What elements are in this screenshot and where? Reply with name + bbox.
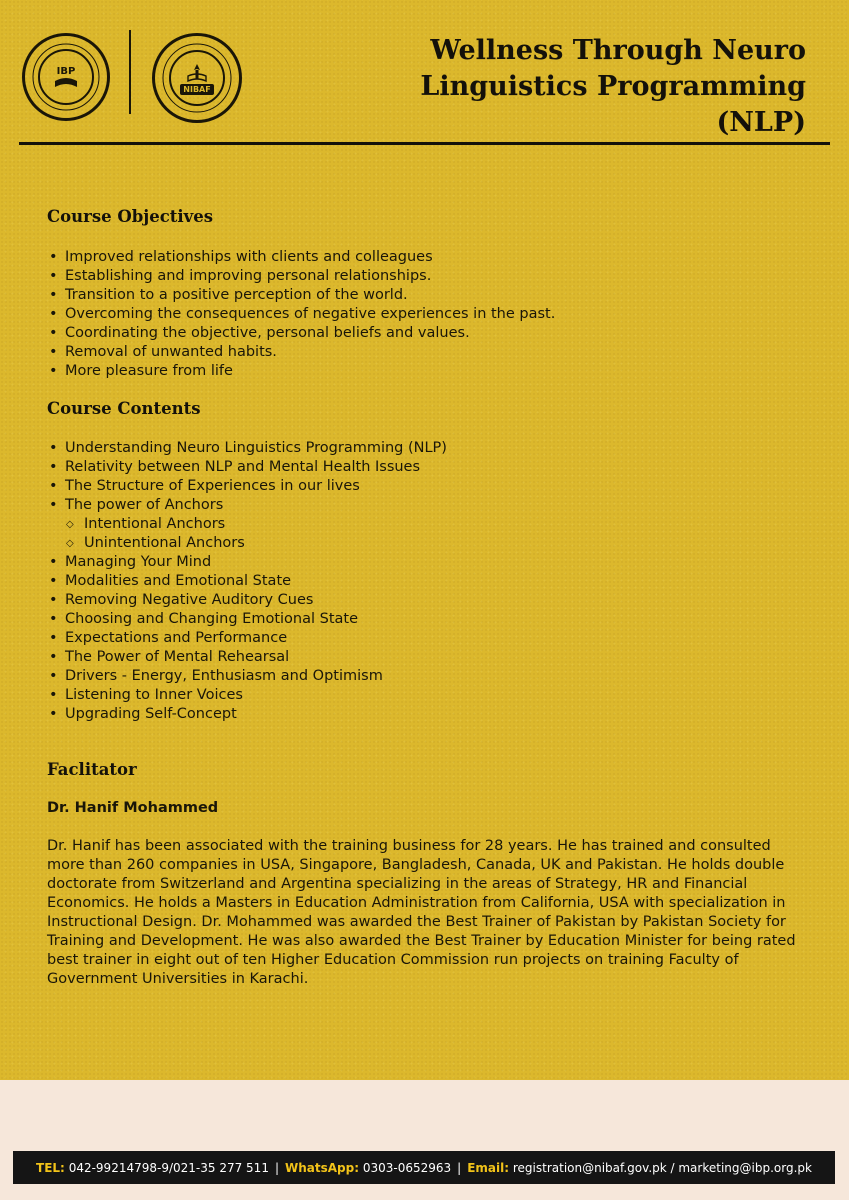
- list-item: • Relativity between NLP and Mental Health Issues: [47, 458, 447, 477]
- list-item: • Overcoming the consequences of negative experiences in the past.: [47, 305, 555, 324]
- list-item: • The Structure of Experiences in our lives: [47, 477, 447, 496]
- list-item: • Transition to a positive perception of the world.: [47, 286, 555, 305]
- facilitator-bio: Dr. Hanif has been associated with the training business for 28 years. He has trained and consulted more than 260 companies in USA, Singapore, Bangladesh, Canada, UK and Pakistan. He holds double doctorate from Switzerland and Argentina specializing in the areas of Strategy, HR and Financial Economics. He holds a Masters in Education Administration from California, USA with specialization in Instructional Design. Dr. Mohammed was awarded the Best Trainer of Pakistan by Pakistan Society for Training and Development. He was also awarded the Best Trainer by Education Minister for being rated best trainer in eight out of ten Higher Education Commission run projects on training Faculty of Government Universities in Karachi.: [47, 838, 796, 987]
- list-item: • Modalities and Emotional State: [47, 572, 447, 591]
- tel-label: TEL:: [36, 1160, 65, 1175]
- list-item: • Drivers - Energy, Enthusiasm and Optimism: [47, 667, 447, 686]
- ibp-logo-tag: IBP: [56, 65, 76, 77]
- facilitator-name: Dr. Hanif Mohammed: [47, 800, 219, 816]
- list-item: • Coordinating the objective, personal beliefs and values.: [47, 324, 555, 343]
- list-item: • Upgrading Self-Concept: [47, 705, 447, 724]
- list-item: • More pleasure from life: [47, 362, 555, 381]
- list-item: • Removal of unwanted habits.: [47, 343, 555, 362]
- nibaf-ring-icon: [152, 33, 242, 123]
- list-item: • The power of Anchors: [47, 496, 447, 515]
- sub-list-item: ◇ Unintentional Anchors: [47, 534, 447, 553]
- ibp-ring-text-icon: [22, 33, 110, 121]
- contents-list: [47, 439, 447, 724]
- list-item: • Removing Negative Auditory Cues: [47, 591, 447, 610]
- whatsapp-label: WhatsApp:: [285, 1160, 360, 1175]
- footer-separator: |: [274, 1160, 279, 1175]
- ibp-logo: [22, 33, 110, 121]
- email-value[interactable]: registration@nibaf.gov.pk / marketing@ibp.org.pk: [512, 1160, 812, 1175]
- list-item: • Establishing and improving personal relationships.: [47, 267, 555, 286]
- list-item: • Choosing and Changing Emotional State: [47, 610, 447, 629]
- list-item: • Managing Your Mind: [47, 553, 447, 572]
- objectives-list: [47, 248, 555, 381]
- title-line-2: Linguistics Programming (NLP): [420, 71, 806, 138]
- list-item: • Listening to Inner Voices: [47, 686, 447, 705]
- title-line-1: Wellness Through Neuro: [430, 35, 806, 66]
- whatsapp-value[interactable]: 0303-0652963: [362, 1160, 452, 1175]
- list-item: • Improved relationships with clients and colleagues: [47, 248, 555, 267]
- document-title: [346, 33, 806, 141]
- header-divider: [19, 142, 830, 145]
- objectives-heading: Course Objectives: [47, 207, 214, 226]
- list-item: • Expectations and Performance: [47, 629, 447, 648]
- sub-list-item: ◇ Intentional Anchors: [47, 515, 447, 534]
- nibaf-logo: [152, 33, 242, 123]
- email-label: Email:: [467, 1160, 510, 1175]
- footer-separator: |: [457, 1160, 462, 1175]
- logo-divider: [129, 30, 131, 114]
- nibaf-logo-tag: NIBAF: [180, 84, 213, 95]
- list-item: • The Power of Mental Rehearsal: [47, 648, 447, 667]
- tel-value[interactable]: 042-99214798-9/021-35 277 511: [68, 1160, 269, 1175]
- list-item: • Understanding Neuro Linguistics Programming (NLP): [47, 439, 447, 458]
- facilitator-heading: Faclitator: [47, 760, 137, 779]
- contents-heading: Course Contents: [47, 399, 201, 418]
- contact-footer: [13, 1151, 835, 1184]
